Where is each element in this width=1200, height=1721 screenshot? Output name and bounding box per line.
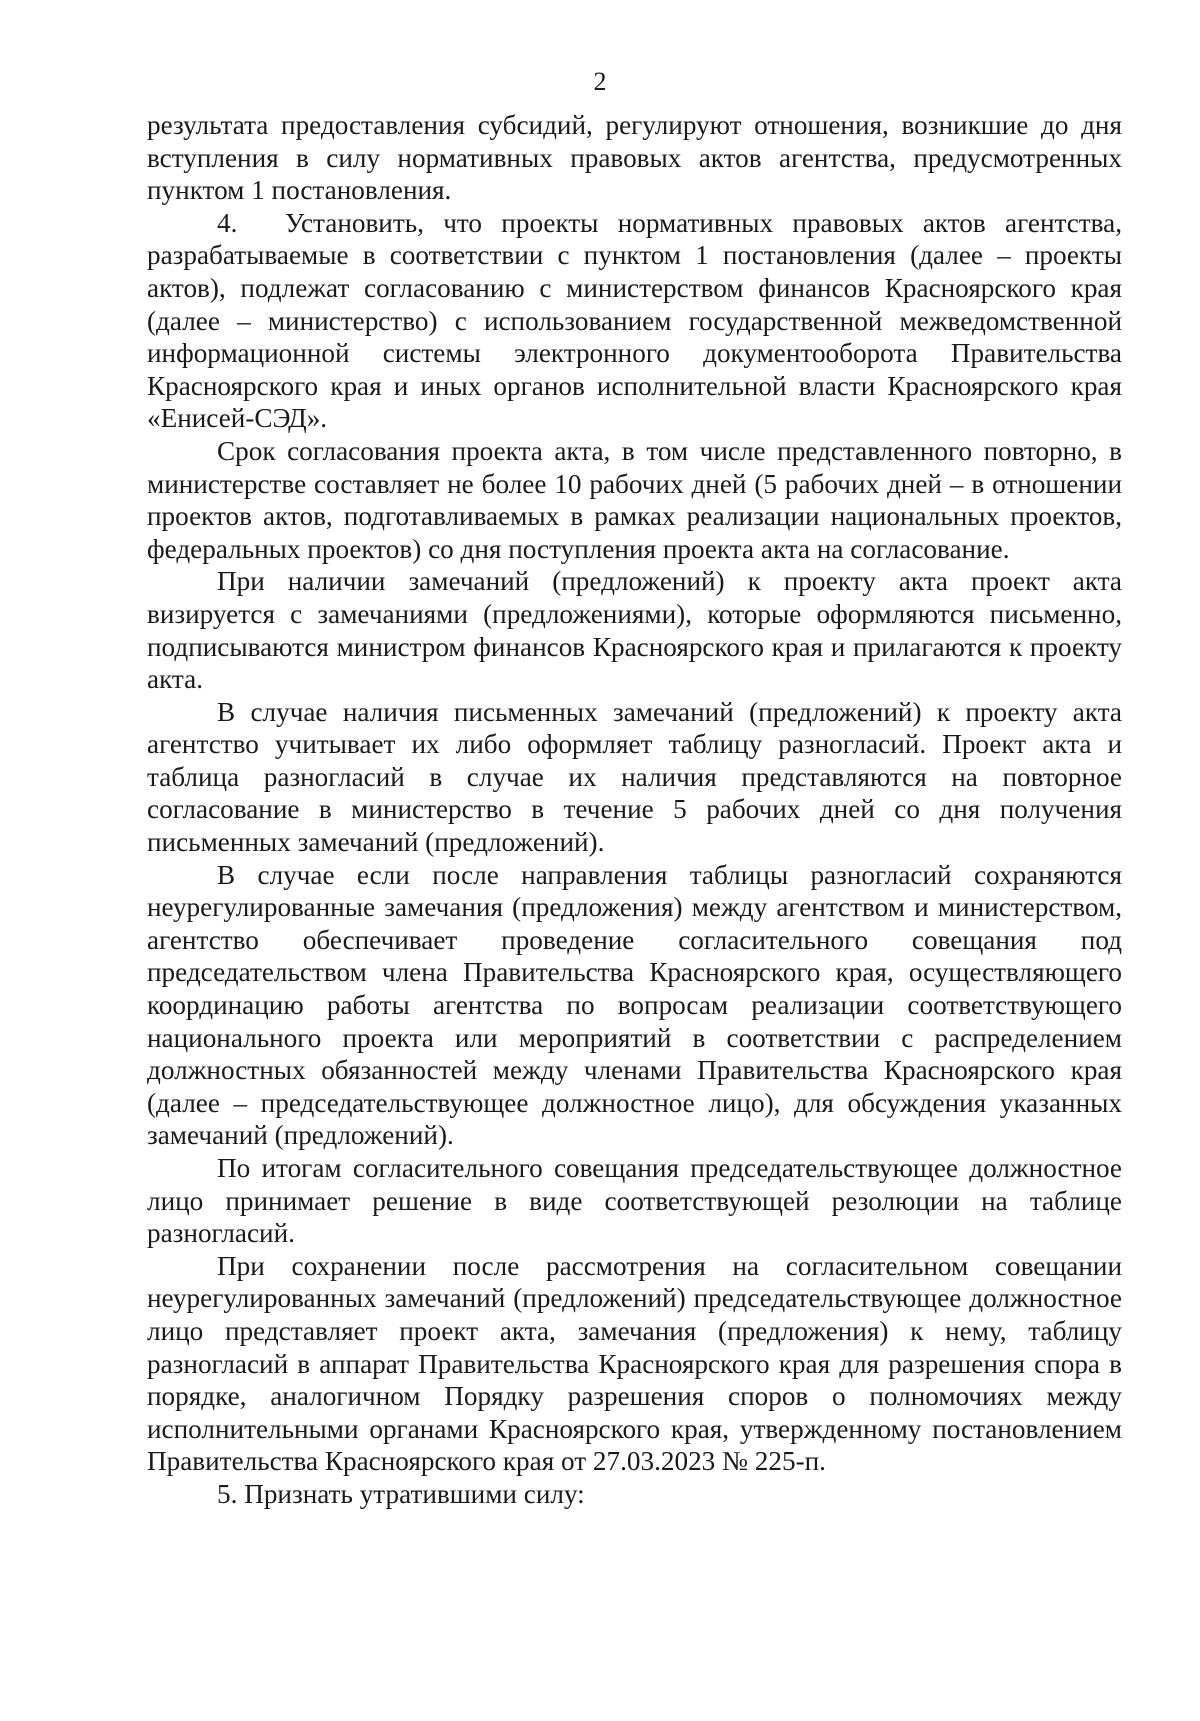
paragraph-continuation: результата предоставления субсидий, регулируют отношения, возникшие до дня вступления в силу нормативных правовых актов агентства, предусмотренных пунктом 1 постановления.: [147, 110, 1122, 206]
paragraph-item-4: [147, 207, 1122, 435]
paragraph-approval-term: Срок согласования проекта акта, в том числе представленного повторно, в министерстве составляет не более 10 рабочих дней (5 рабочих дней – в отношении проектов актов, подготавливаемых в рамках реализации национальных проектов, федеральных проектов) со дня поступления проекта акта на согласование.: [147, 435, 1122, 564]
paragraph-written-remarks: В случае наличия письменных замечаний (предложений) к проекту акта агентство учитывает их либо оформляет таблицу разногласий. Проект акта и таблица разногласий в случае их наличия представляются на повторное согласование в министерство в течение 5 рабочих дней со дня получения письменных замечаний (предложений).: [147, 696, 1122, 858]
item-4-text: Установить, что проекты нормативных правовых актов агентства, разрабатываемые в соответствии с пунктом 1 постановления (далее – проекты актов), подлежат согласованию с министерством финансов Красноярского края (далее – министерство) с использованием государственной межведомственной информационной системы электронного документооборота Правительства Красноярского края и иных органов исполнительной власти Красноярского края «Енисей-СЭД».: [147, 207, 1122, 434]
page-number: 2: [593, 67, 607, 96]
paragraph-remarks: При наличии замечаний (предложений) к проекту акта проект акта визируется с замечаниями (предложениями), которые оформляются письменно, подписываются министром финансов Красноярского края и прилагаются к проекту акта.: [147, 566, 1122, 695]
paragraph-meeting-results: По итогам согласительного совещания председательствующее должностное лицо принимает решение в виде соответствующей резолюции на таблице разногласий.: [147, 1153, 1122, 1249]
paragraph-disagreements: В случае если после направления таблицы разногласий сохраняются неурегулированные замечания (предложения) между агентством и министерством, агентство обеспечивает проведение согласительного совещания под председательством члена Правительства Красноярского края, осуществляющего координацию работы агентства по вопросам реализации соответствующего национального проекта или мероприятий в соответствии с распределением должностных обязанностей между членами Правительства Красноярского края (далее – председательствующее должностное лицо), для обсуждения указанных замечаний (предложений).: [147, 859, 1122, 1151]
paragraph-item-5: 5. Признать утратившими силу:: [217, 1478, 585, 1509]
document-body: [147, 109, 1122, 1511]
item-4-number: 4.: [217, 207, 238, 238]
paragraph-dispute-resolution: При сохранении после рассмотрения на согласительном совещании неурегулированных замечаний (предложений) председательствующее должностное лицо представляет проект акта, замечания (предложения) к нему, таблицу разногласий в аппарат Правительства Красноярского края для разрешения спора в порядке, аналогичном Порядку разрешения споров о полномочиях между исполнительными органами Красноярского края, утвержденному постановлением Правительства Красноярского края от 27.03.2023 № 225-п.: [147, 1250, 1122, 1477]
